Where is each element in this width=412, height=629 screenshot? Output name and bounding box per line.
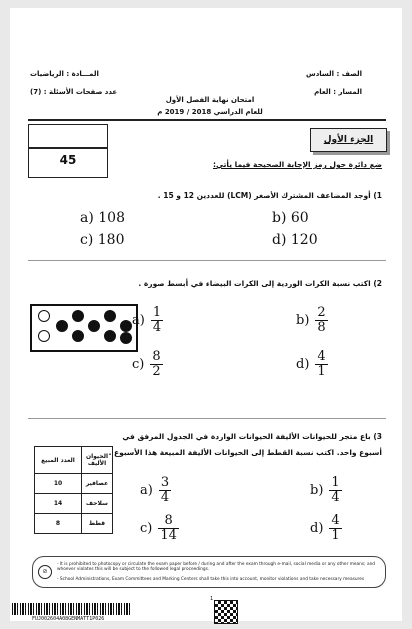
pink-ball — [72, 330, 84, 342]
numerator: 2 — [317, 305, 326, 320]
table-cell-count: 14 — [35, 494, 82, 514]
exam-title: امتحان نهاية الفصل الأول — [165, 96, 255, 104]
denominator: 14 — [160, 527, 177, 543]
numerator: 8 — [164, 513, 173, 528]
pink-ball — [88, 320, 100, 332]
copyright-notice — [32, 556, 386, 588]
white-ball — [38, 310, 50, 322]
q3-option-c-label: c) — [140, 520, 153, 536]
q1-divider — [28, 260, 386, 261]
table-header-count: العدد المبيع — [35, 447, 82, 474]
q3-option-a-fraction — [159, 476, 171, 505]
denominator: 4 — [331, 489, 340, 505]
pink-ball — [56, 320, 68, 332]
q2-option-d-label: d) — [296, 356, 310, 372]
pink-ball — [120, 320, 132, 332]
table-cell-count: 8 — [35, 514, 82, 534]
denominator: 2 — [152, 363, 161, 379]
q2-option-a-label: a) — [132, 312, 145, 328]
table-cell-animal: عصافير — [82, 474, 113, 494]
q3-option-d-label: d) — [310, 520, 324, 536]
q2-option-b-label: b) — [296, 312, 310, 328]
table-row — [35, 494, 113, 514]
track-label: المسار : العام — [314, 88, 362, 96]
table-cell-count: 10 — [35, 474, 82, 494]
table-header-pet: الحيوان الأليف — [82, 447, 113, 474]
numerator: 1 — [331, 475, 340, 490]
q2-option-d[interactable] — [296, 350, 328, 379]
q2-option-a[interactable] — [132, 306, 163, 335]
grade-label: الصف : السادس — [306, 70, 362, 78]
numerator: 8 — [152, 349, 161, 364]
q3-option-b[interactable] — [310, 476, 342, 505]
numerator: 1 — [152, 305, 162, 320]
pets-sold-table — [34, 446, 113, 534]
barcode-text: FUJ002604A08GENMATT1P026 — [32, 616, 105, 622]
q2-option-a-fraction — [151, 306, 163, 335]
pink-ball — [72, 310, 84, 322]
table-cell-animal: سلاحف — [82, 494, 113, 514]
q2-option-c-fraction — [150, 350, 162, 379]
notice-line-2: - School Administrations, Exam Committees and Marking Centers shall take this into account, monitor violations and take necessary measures — [57, 577, 365, 582]
q3-option-d[interactable] — [310, 514, 342, 543]
denominator: 8 — [317, 319, 326, 335]
q3-option-b-fraction — [329, 476, 341, 505]
exam-page — [10, 8, 402, 621]
q1-option-d[interactable]: d) 120 — [272, 232, 318, 248]
pink-ball — [104, 330, 116, 342]
score-box — [28, 124, 108, 178]
score-box-divider — [29, 147, 107, 149]
numerator: 4 — [317, 349, 326, 364]
denominator: 1 — [331, 527, 340, 543]
table-row — [35, 514, 113, 534]
q3-option-c-fraction — [158, 514, 179, 543]
barcode-icon — [12, 603, 132, 615]
table-row — [35, 474, 113, 494]
question-3-text-line-2: أسبوع واحد. اكتب نسبة القطط إلى الحيوانات الأليفة المبيعة هذا الأسبوع . — [108, 448, 382, 457]
header-divider — [28, 119, 386, 121]
subject-label: المـــادة : الرياضيات — [30, 70, 99, 78]
balls-diagram — [30, 304, 138, 352]
denominator: 4 — [160, 489, 170, 505]
instruction-text: ضع دائرة حول رمز الإجابة الصحيحة فيما يأتي: — [212, 160, 382, 169]
pink-ball — [104, 310, 116, 322]
pink-ball — [120, 332, 132, 344]
qr-code-icon — [214, 600, 238, 624]
numerator: 3 — [160, 475, 170, 490]
q3-option-a[interactable] — [140, 476, 171, 505]
q2-option-b[interactable] — [296, 306, 328, 335]
question-3-text-line-1: 3) باع متجر للحيوانات الأليفة الحيوانات الواردة في الجدول المرفق في — [122, 432, 382, 441]
q3-option-a-label: a) — [140, 482, 153, 498]
page-number: 1 — [210, 596, 214, 602]
question-1-text: 1) أوجد المضاعف المشترك الأصغر (LCM) للعددين 12 و 15 . — [157, 191, 382, 200]
table-cell-animal: قطط — [82, 514, 113, 534]
q2-option-c-label: c) — [132, 356, 145, 372]
q1-option-c[interactable]: c) 180 — [80, 232, 125, 248]
white-ball — [38, 330, 50, 342]
q2-option-b-fraction — [315, 306, 327, 335]
q2-divider — [28, 418, 386, 419]
q3-option-b-label: b) — [310, 482, 324, 498]
score-value: 45 — [59, 153, 77, 167]
question-2-text: 2) اكتب نسبة الكرات الوردية إلى الكرات البيضاء في أبسط صورة . — [138, 279, 382, 288]
denominator: 1 — [317, 363, 326, 379]
q3-option-d-fraction — [329, 514, 341, 543]
pages-count-label: عدد صفحات الأسئلة : (7) — [30, 88, 118, 96]
no-copy-icon: ⊘ — [38, 565, 52, 579]
q2-option-d-fraction — [315, 350, 327, 379]
notice-line-1: - It is prohibited to photocopy or circulate the exam paper before / during and after the exam through e-mail, social media or any other means; and whoever violates this will be subject to the followed legal proceedings. — [57, 562, 376, 572]
q3-option-c[interactable] — [140, 514, 179, 543]
numerator: 4 — [331, 513, 340, 528]
q2-option-c[interactable] — [132, 350, 163, 379]
q1-option-a[interactable]: a) 108 — [80, 210, 125, 226]
q1-option-b[interactable]: b) 60 — [272, 210, 309, 226]
academic-year: للعام الدراسي 2018 / 2019 م — [157, 108, 263, 116]
part-title: الجزء الأول — [310, 128, 387, 152]
denominator: 4 — [152, 319, 162, 335]
